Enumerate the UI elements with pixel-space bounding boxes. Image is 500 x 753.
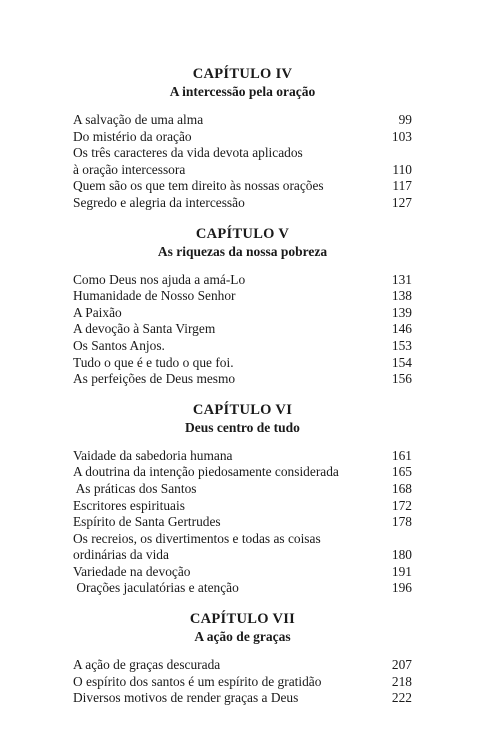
toc-entry-page-number: 172 <box>391 497 412 513</box>
toc-entry <box>73 355 412 372</box>
chapter-title: CAPÍTULO VI <box>192 401 293 418</box>
toc-entry-label: Como Deus nos ajuda a amá-Lo <box>73 271 246 287</box>
toc-entry <box>73 498 412 515</box>
toc-entry-label: A salvação de uma alma <box>73 112 204 127</box>
toc-entry-list <box>73 657 412 707</box>
toc-entry-page-number: 222 <box>391 690 412 706</box>
toc-entry <box>73 288 412 305</box>
toc-entry-page-number: 218 <box>391 673 412 689</box>
toc-entry-page-number: 117 <box>392 178 412 194</box>
toc-entry <box>73 178 412 195</box>
toc-entry-label: As práticas dos Santos <box>73 480 197 496</box>
toc-entry-label: à oração intercessora <box>73 161 186 177</box>
chapter-subtitle: Deus centro de tudo <box>185 419 300 435</box>
toc-entry-label: Segredo e alegria da intercessão <box>73 194 245 210</box>
toc-entry <box>73 657 412 674</box>
toc-entry-label: A Paixão <box>73 304 122 320</box>
chapter-title: CAPÍTULO IV <box>192 66 293 82</box>
toc-entry <box>73 371 412 388</box>
toc-entry <box>73 464 412 481</box>
toc-entry <box>73 112 412 129</box>
toc-entry <box>73 690 412 707</box>
toc-entry-label: A doutrina da intenção piedosamente considerada <box>73 464 339 480</box>
toc-entry-label: A ação de graças descurada <box>73 657 221 673</box>
chapter-title: CAPÍTULO VII <box>189 611 296 628</box>
toc-entry-label: O espírito dos santos é um espírito de gratidão <box>73 673 322 689</box>
toc-entry <box>73 514 412 531</box>
chapter-section <box>73 611 412 707</box>
toc-entry <box>73 162 412 179</box>
toc-entry-list <box>73 272 412 388</box>
toc-entry <box>73 547 412 564</box>
toc-entry <box>73 674 412 691</box>
toc-entry-label: Vaidade da sabedoria humana <box>73 447 233 463</box>
toc-entry-page-number: 146 <box>391 321 412 337</box>
toc-entry-page-number: 196 <box>391 580 412 596</box>
toc-entry-page-number: 131 <box>391 271 412 287</box>
toc-entry-label: Os recreios, os divertimentos e todas as coisas <box>73 530 321 546</box>
table-of-contents <box>73 66 412 707</box>
toc-entry-label: Orações jaculatórias e atenção <box>73 580 239 596</box>
toc-entry-page-number: 165 <box>391 464 412 480</box>
toc-entry-label: As perfeições de Deus mesmo <box>73 371 236 387</box>
toc-entry-label: Tudo o que é e tudo o que foi. <box>73 354 234 370</box>
toc-entry-page-number: 153 <box>391 337 412 353</box>
toc-entry-label: ordinárias da vida <box>73 547 169 563</box>
chapter-subtitle: A intercessão pela oração <box>169 84 316 99</box>
toc-entry-list <box>73 448 412 597</box>
toc-entry-page-number: 207 <box>391 657 412 673</box>
toc-entry-label: Os Santos Anjos. <box>73 337 165 353</box>
toc-entry <box>73 145 412 162</box>
chapter-section <box>73 66 412 212</box>
toc-entry-page-number: 161 <box>391 447 412 463</box>
toc-entry-label: A devoção à Santa Virgem <box>73 321 216 337</box>
toc-entry-page-number: 103 <box>391 128 412 144</box>
toc-entry-label: Escritores espirituais <box>73 497 185 513</box>
chapter-subtitle: A ação de graças <box>194 629 291 645</box>
toc-entry <box>73 564 412 581</box>
toc-entry-page-number: 138 <box>391 288 412 304</box>
toc-entry <box>73 272 412 289</box>
toc-entry-page-number: 139 <box>391 304 412 320</box>
toc-entry-label: Diversos motivos de render graças a Deus <box>73 690 299 706</box>
toc-entry-page-number: 99 <box>398 112 412 127</box>
toc-entry-page-number: 110 <box>392 161 412 177</box>
chapter-subtitle: As riquezas da nossa pobreza <box>157 243 328 259</box>
chapter-section <box>73 402 412 597</box>
toc-entry-label: Espírito de Santa Gertrudes <box>73 514 221 530</box>
toc-entry-page-number: 127 <box>391 194 412 210</box>
toc-entry <box>73 338 412 355</box>
toc-entry-page-number: 180 <box>391 547 412 563</box>
toc-entry-label: Os três caracteres da vida devota aplicados <box>73 145 303 161</box>
toc-entry <box>73 129 412 146</box>
toc-entry-label: Humanidade de Nosso Senhor <box>73 288 236 304</box>
toc-entry-page-number: 168 <box>391 480 412 496</box>
chapter-section <box>73 226 412 388</box>
toc-entry-page-number: 191 <box>391 563 412 579</box>
toc-entry <box>73 305 412 322</box>
chapter-title: CAPÍTULO V <box>195 225 290 242</box>
toc-entry <box>73 448 412 465</box>
toc-entry-list <box>73 112 412 212</box>
toc-entry <box>73 321 412 338</box>
toc-entry-page-number: 156 <box>391 371 412 387</box>
toc-entry-label: Quem são os que tem direito às nossas orações <box>73 178 324 194</box>
toc-entry <box>73 580 412 597</box>
toc-entry <box>73 481 412 498</box>
toc-entry-page-number: 154 <box>391 354 412 370</box>
toc-entry-label: Variedade na devoção <box>73 563 191 579</box>
toc-entry-page-number: 178 <box>391 514 412 530</box>
toc-entry-label: Do mistério da oração <box>73 128 192 144</box>
toc-entry <box>73 195 412 212</box>
toc-entry <box>73 531 412 548</box>
